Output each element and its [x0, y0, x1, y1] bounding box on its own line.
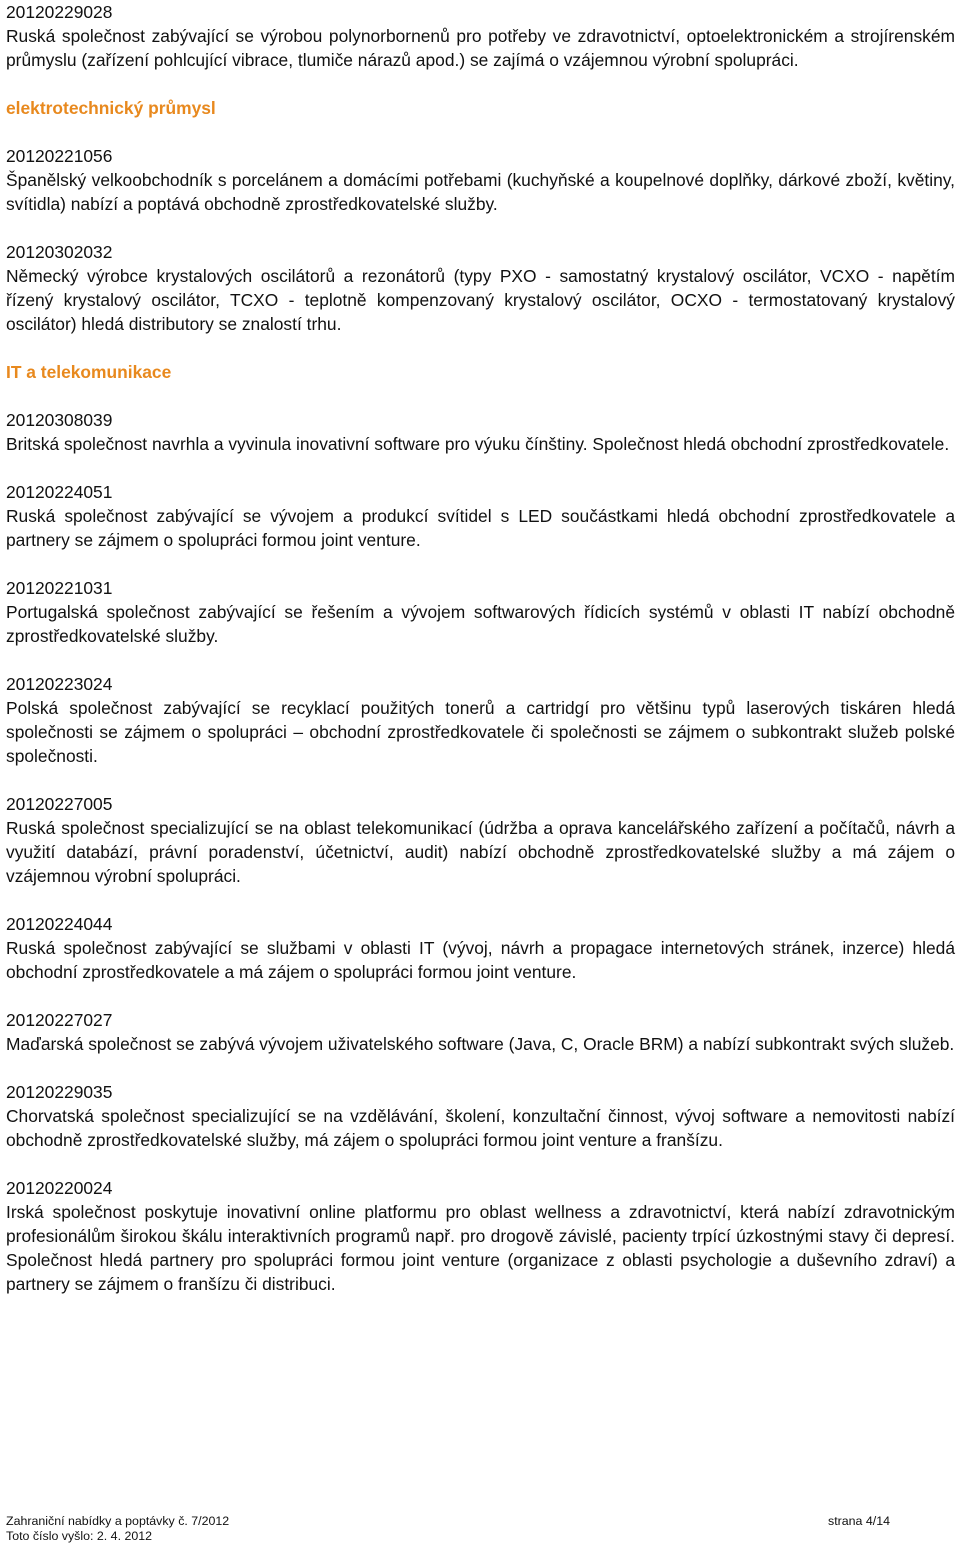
offer-text: Maďarská společnost se zabývá vývojem uživatelského software (Java, C, Oracle BRM) a nabízí subkontrakt svých služeb. — [6, 1034, 955, 1054]
offer-entry — [6, 144, 955, 216]
offer-text: Britská společnost navrhla a vyvinula inovativní software pro výuku čínštiny. Společnost hledá obchodní zprostředkovatele. — [6, 434, 950, 454]
offer-code: 20120229035 — [6, 1082, 113, 1102]
offer-code: 20120221056 — [6, 146, 113, 166]
section-heading: elektrotechnický průmysl — [6, 98, 216, 118]
offer-code: 20120224044 — [6, 914, 113, 934]
footer-publication: Zahraniční nabídky a poptávky č. 7/2012 — [6, 1514, 230, 1528]
offer-text: Polská společnost zabývající se recyklací použitých tonerů a cartridgí pro většinu typů laserových tiskáren hledá společnosti se zájmem o spolupráci – obchodní zprostředkovatele či společnosti se zájmem o subkontrakt služeb polské společnosti. — [6, 698, 955, 766]
offer-code: 20120308039 — [6, 410, 113, 430]
section-heading: IT a telekomunikace — [6, 362, 172, 382]
offer-text: Ruská společnost zabývající se službami v oblasti IT (vývoj, návrh a propagace internetových stránek, inzerce) hledá obchodní zprostředkovatele a má zájem o spolupráci formou joint venture. — [6, 938, 955, 982]
document-body — [6, 0, 955, 1296]
offer-text: Chorvatská společnost specializující se na vzdělávání, školení, konzultační činnost, vývoj software a nemovitosti nabízí obchodně zprostředkovatelské služby, má zájem o spolupráci formou joint venture a franšízu. — [6, 1106, 955, 1150]
footer-page-number: strana 4/14 — [828, 1514, 890, 1528]
offer-text: Španělský velkoobchodník s porcelánem a domácími potřebami (kuchyňské a koupelnové doplňky, dárkové zboží, květiny, svítidla) nabízí a poptává obchodně zprostředkovatelské služby. — [6, 170, 955, 214]
offer-entry — [6, 1080, 955, 1152]
footer-issue-date: Toto číslo vyšlo: 2. 4. 2012 — [6, 1529, 153, 1543]
offer-entry — [6, 792, 955, 888]
offer-code: 20120224051 — [6, 482, 113, 502]
offer-entry — [6, 408, 955, 456]
offer-text: Ruská společnost zabývající se výrobou polynorbornenů pro potřeby ve zdravotnictví, optoelektronickém a strojírenském průmyslu (zařízení pohlcující vibrace, tlumiče nárazů apod.) se zajímá o vzájemnou výrobní spolupráci. — [6, 26, 955, 70]
offer-entry — [6, 912, 955, 984]
offer-entry — [6, 0, 955, 72]
offer-text: Irská společnost poskytuje inovativní online platformu pro oblast wellness a zdravotnictví, která nabízí zdravotnickým profesionálům širokou škálu interaktivních programů např. pro drogově závislé, pacienty trpící úzkostnými stavy či depresí. Společnost hledá partnery pro spolupráci formou joint venture (organizace z oblasti psychologie a duševního zdraví) a partnery se zájmem o franšízu či distribuci. — [6, 1202, 955, 1294]
offer-text: Německý výrobce krystalových oscilátorů a rezonátorů (typy PXO - samostatný krystalový oscilátor, VCXO - napětím řízený krystalový oscilátor, TCXO - teplotně kompenzovaný krystalový oscilátor, OCXO - termostatovaný krystalový oscilátor) hledá distributory se znalostí trhu. — [6, 266, 955, 334]
offer-code: 20120223024 — [6, 674, 113, 694]
offer-code: 20120227005 — [6, 794, 113, 814]
offer-entry — [6, 1176, 955, 1296]
offer-entry — [6, 240, 955, 336]
offer-text: Ruská společnost specializující se na oblast telekomunikací (údržba a oprava kancelářského zařízení a počítačů, návrh a využití databází, právní poradenství, účetnictví, audit) nabízí obchodně zprostředkovatelské služby a má zájem o vzájemnou výrobní spolupráci. — [6, 818, 955, 886]
page-footer — [6, 1514, 890, 1544]
offer-entry — [6, 576, 955, 648]
offer-code: 20120227027 — [6, 1010, 113, 1030]
offer-text: Portugalská společnost zabývající se řešením a vývojem softwarových řídicích systémů v oblasti IT nabízí obchodně zprostředkovatelské služby. — [6, 602, 955, 646]
offer-code: 20120302032 — [6, 242, 113, 262]
offer-code: 20120229028 — [6, 2, 113, 22]
offer-entry — [6, 480, 955, 552]
offer-code: 20120220024 — [6, 1178, 113, 1198]
offer-entry — [6, 1008, 955, 1056]
offer-text: Ruská společnost zabývající se vývojem a produkcí svítidel s LED součástkami hledá obchodní zprostředkovatele a partnery se zájmem o spolupráci formou joint venture. — [6, 506, 955, 550]
offer-entry — [6, 672, 955, 768]
offer-code: 20120221031 — [6, 578, 113, 598]
